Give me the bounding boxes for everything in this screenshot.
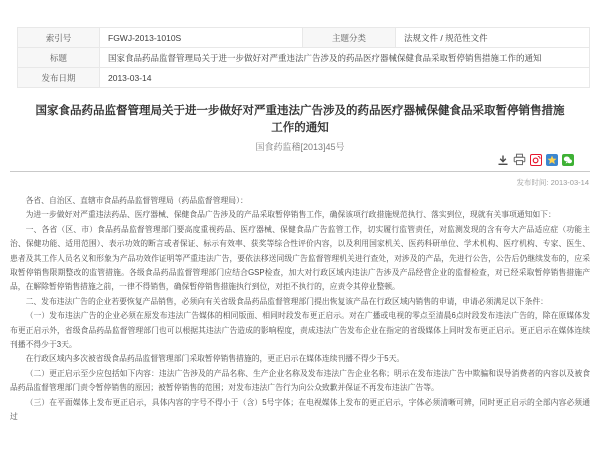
article-paragraph-salutation: 各省、自治区、直辖市食品药品监督管理局（药品监督管理局）：	[25, 196, 248, 205]
publish-time-label: 发布时间:	[516, 178, 549, 187]
article-paragraph-item-1: （一）发布违法广告的企业必须在原发布违法广告媒体的相同版面、相同时段发布更正启示。对在广播或电视的零点至清晨6点时段发布违法广告的，除在原媒体发布更正启示外，省级食品药品监督管理部门也可以根据其违法广告造成的影响程度，责成违法广告发布企业在指定的省级媒体上同时发布更正启示。更正启示在媒体连续刊播不得少于3天。	[10, 311, 590, 350]
qzone-share-button[interactable]	[546, 154, 558, 166]
meta-row-index-category	[18, 28, 590, 48]
weibo-share-button[interactable]	[530, 154, 542, 166]
meta-table	[17, 27, 590, 88]
meta-label-index: 索引号	[18, 28, 100, 48]
publish-time	[516, 177, 589, 188]
meta-label-date: 发布日期	[18, 68, 100, 88]
qzone-star-icon	[547, 155, 557, 165]
print-button[interactable]	[513, 153, 526, 166]
page-title: 国家食品药品监督管理局关于进一步做好对严重违法广告涉及的药品医疗器械保健食品采取暂停销售措施工作的通知	[35, 104, 565, 134]
article-body	[10, 194, 590, 425]
divider	[10, 171, 590, 172]
meta-row-date	[18, 68, 590, 88]
meta-value-index: FGWJ-2013-1010S	[100, 28, 303, 48]
article-paragraph-section-2: 二、发布违法广告的企业若要恢复产品销售，必须向有关省级食品药品监督管理部门提出恢复该产品在行政区域内销售的申请，申请必须满足以下条件：	[25, 296, 548, 306]
weibo-share-icon	[532, 155, 541, 164]
meta-label-category: 主题分类	[303, 28, 396, 48]
wechat-share-button[interactable]	[562, 154, 574, 166]
article-paragraph-item-1-extra: 在行政区域内多次被省级食品药品监督管理部门采取暂停销售措施的，更正启示在媒体连续刊播不得少于5天。	[25, 354, 405, 364]
print-icon	[513, 153, 526, 166]
meta-value-date: 2013-03-14	[100, 68, 590, 88]
share-toolbar	[496, 153, 574, 166]
publish-time-value: 2013-03-14	[550, 178, 589, 187]
meta-label-title: 标题	[18, 48, 100, 68]
download-icon	[497, 154, 509, 166]
meta-value-title: 国家食品药品监督管理局关于进一步做好对严重违法广告涉及的药品医疗器械保健食品采取暂停销售措施工作的通知	[100, 48, 590, 68]
wechat-share-icon	[563, 155, 573, 165]
download-button[interactable]	[496, 153, 509, 166]
article-paragraph-intro: 为进一步做好对严重违法药品、医疗器械、保健食品广告涉及的产品采取暂停销售工作，确保该项行政措施规范执行、落实到位，现就有关事项通知如下：	[25, 210, 556, 220]
article-paragraph-item-2: （二）更正启示至少应包括如下内容：违法广告涉及的产品名称、生产企业名称及发布违法广告企业名称；明示在发布违法广告中欺骗和误导消费者的内容以及被食品药品监督管理部门责令暂停销售的原因；被暂停销售的范围；对发布违法广告行为向公众致歉并保证不再发布违法广告等。	[10, 368, 590, 393]
document-number: 国食药监稽[2013]45号	[255, 142, 345, 152]
article-paragraph-item-3: （三）在平面媒体上发布更正启示，具体内容的字号不得小于（含）5号字体；在电视媒体上发布的更正启示，字体必须清晰可辨，同时更正启示的全部内容必须通过	[10, 397, 590, 422]
article-paragraph-section-1: 一、各省（区、市）食品药品监督管理部门要高度重视药品、医疗器械、保健食品广告监管工作，切实履行监管责任，对监测发现的含有夸大产品适应症（功能主治、保健功能、适用范围）、表示功效的断言或者保证、标示有效率、获奖等综合性评价内容，以及利用国家机关、医药科研单位、学术机构、医疗机构、专家、医生、患者及其工作人员名义和形象为产品功效作证明等严重违法广告，要依法移送同级广告监督管理机关进行查处，对涉及的产品，先进行公告，公告后仍继续发布的，应采取暂停销售限期整改的监管措施。各级食品药品监督管理部门应结合GSP检查，加大对行政区域内违法广告涉及产品经营企业的监督检查，对已经采取暂停销售措施产品，在解除暂停销售措施之前，一律不得销售，确保暂停销售措施执行到位，对拒不执行的，应责令其停业整顿。	[10, 224, 590, 292]
meta-row-title	[18, 48, 590, 68]
meta-value-category: 法规文件 / 规范性文件	[396, 28, 590, 48]
